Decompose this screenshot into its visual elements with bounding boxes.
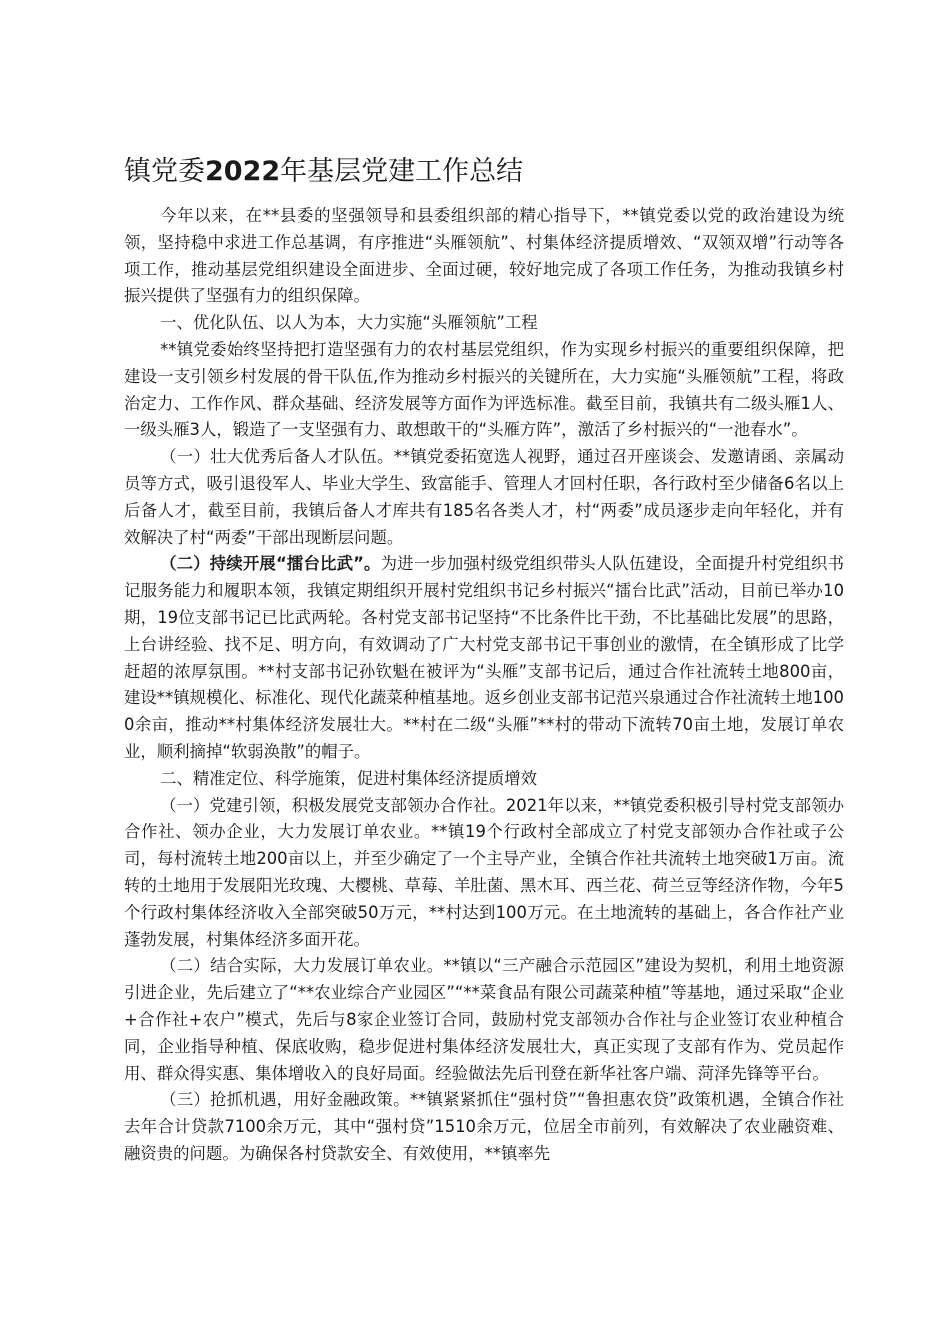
paragraph-text: 今年以来，在**县委的坚强领导和县委组织部的精心指导下，**镇党委以党的政治建设为统领，坚持稳中求进工作总基调，有序推进“头雁领航”、村集体经济提质增效、“双领双增”行动等各项工作，推动基层党组织建设全面进步、全面过硬，较好地完成了各项工作任务，为推动我镇乡村振兴提供了坚强有力的组织保障。 — [124, 206, 844, 306]
document-title — [124, 150, 844, 194]
section-heading-2 — [124, 766, 844, 793]
paragraph-text: （二）结合实际，大力发展订单农业。**镇以“三产融合示范园区”建设为契机，利用土地资源引进企业，先后建立了“**农业综合产业园区”“**菜食品有限公司蔬菜种植”等基地，通过采取“企业+合作社+农户”模式，先后与8家企业签订合同，鼓励村党支部领办合作社与企业签订农业种植合同，企业指导种植、保底收购，稳步促进村集体经济发展壮大，真正实现了支部有作为、党员起作用、群众得实惠、集体增收入的良好局面。经验做法先后刊登在新华社客户端、菏泽先锋等平台。 — [124, 956, 844, 1083]
paragraph-text: 二、精准定位、科学施策，促进村集体经济提质增效 — [160, 768, 538, 788]
title-prefix: 镇党委 — [124, 156, 205, 187]
paragraph — [124, 444, 844, 551]
title-suffix: 年基层党建工作总结 — [280, 156, 524, 187]
paragraph — [124, 793, 844, 954]
paragraph-text: （一）党建引领，积极发展党支部领办合作社。2021年以来，**镇党委积极引导村党支部领办合作社、领办企业，大力发展订单农业。**镇19个行政村全部成立了村党支部领办合作社或子公司，每村流转土地200亩以上，并至少确定了一个主导产业，全镇合作社共流转土地突破1万亩。流转的土地用于发展阳光玫瑰、大樱桃、草莓、羊肚菌、黑木耳、西兰花、荷兰豆等经济作物，今年5个行政村集体经济收入全部突破50万元，**村达到100万元。在土地流转的基础上，各合作社产业蓬勃发展，村集体经济多面开花。 — [124, 795, 844, 949]
document-body — [124, 203, 844, 1168]
paragraph — [124, 1087, 844, 1167]
paragraph-text: 为进一步加强村级党组织带头人队伍建设，全面提升村党组织书记服务能力和履职本领，我镇定期组织开展村党组织书记乡村振兴“擂台比武”活动，目前已举办10期，19位支部书记已比武两轮。各村党支部书记坚持“不比条件比干劲，不比基础比发展”的思路，上台讲经验、找不足、明方向，有效调动了广大村党支部书记干事创业的激情，在全镇形成了比学赶超的浓厚氛围。**村支部书记孙钦魁在被评为“头雁”支部书记后，通过合作社流转土地800亩，建设**镇规模化、标准化、现代化蔬菜种植基地。返乡创业支部书记范兴泉通过合作社流转土地1000余亩，推动**村集体经济发展壮大。**村在二级“头雁”**村的带动下流转70亩土地，发展订单农业，顺利摘掉“软弱涣散”的帽子。 — [124, 554, 845, 761]
paragraph-text: （三）抢抓机遇，用好金融政策。**镇紧紧抓住“强村贷”“鲁担惠农贷”政策机遇，全镇合作社去年合计贷款7100余万元，其中“强村贷”1510余万元，位居全市前列，有效解决了农业融资难、融资贵的问题。为确保各村贷款安全、有效使用，**镇率先 — [124, 1090, 844, 1163]
paragraph-text: （一）壮大优秀后备人才队伍。**镇党委拓宽选人视野，通过召开座谈会、发邀请函、亲属动员等方式，吸引退役军人、毕业大学生、致富能手、管理人才回村任职，各行政村至少储备6名以上后备人才，截至目前，我镇后备人才库共有185名各类人才，村“两委”成员逐步走向年轻化，并有效解决了村“两委”干部出现断层问题。 — [124, 447, 844, 547]
paragraph — [124, 953, 844, 1087]
paragraph-text: **镇党委始终坚持把打造坚强有力的农村基层党组织，作为实现乡村振兴的重要组织保障，把建设一支引领乡村发展的骨干队伍,作为推动乡村振兴的关键所在，大力实施“头雁领航”工程，将政治定力、工作作风、群众基础、经济发展等方面作为评选标准。截至目前，我镇共有二级头雁1人、一级头雁3人，锻造了一支坚强有力、敢想敢干的“头雁方阵”，激活了乡村振兴的“一池春水”。 — [124, 339, 844, 440]
paragraph-lead: （二）持续开展“擂台比武”。 — [160, 554, 381, 574]
paragraph — [124, 337, 844, 444]
section-heading-1 — [124, 310, 844, 337]
title-year: 2022 — [205, 156, 281, 187]
paragraph — [124, 551, 844, 765]
paragraph-intro — [124, 203, 844, 310]
paragraph-text: 一、优化队伍、以人为本，大力实施“头雁领航”工程 — [160, 313, 538, 333]
